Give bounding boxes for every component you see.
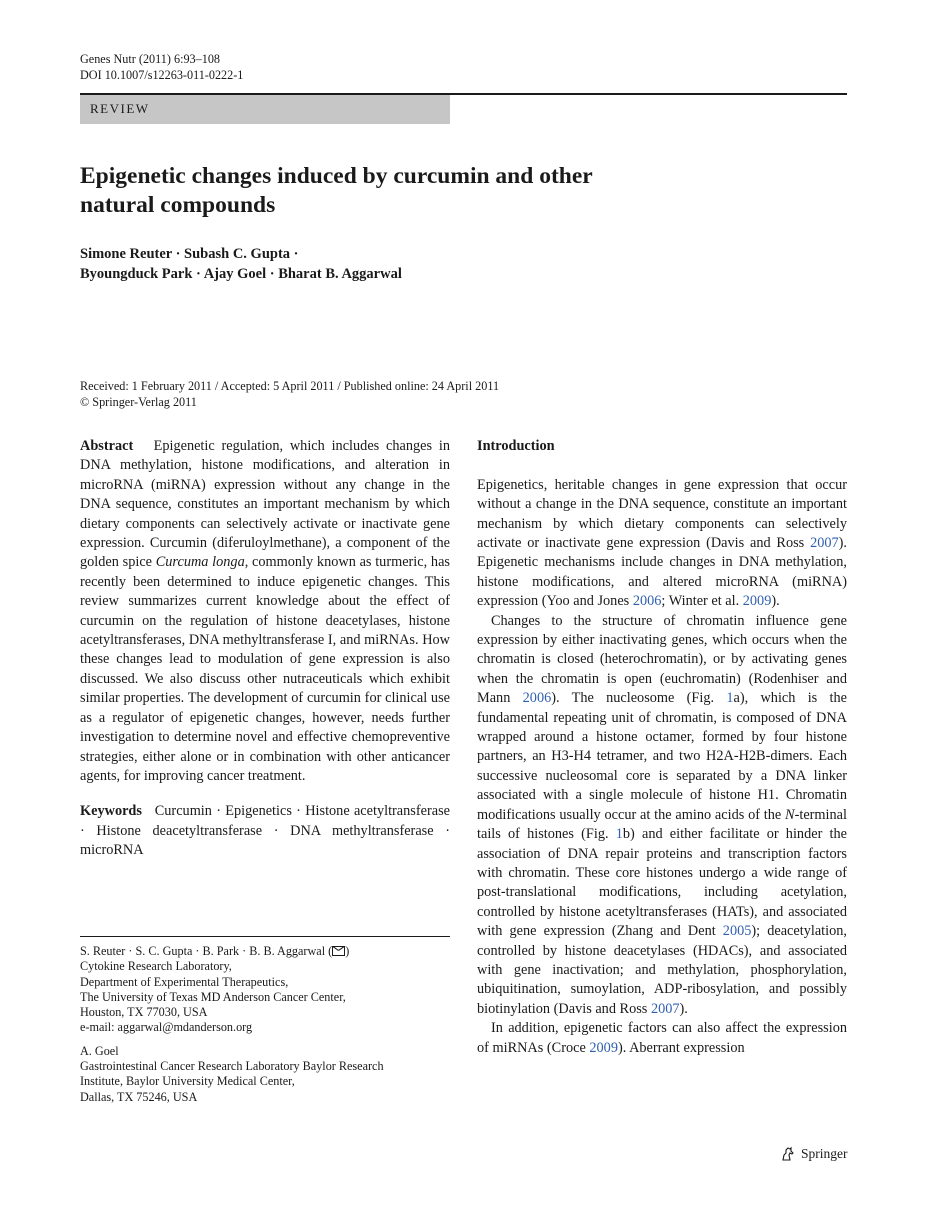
affiliation-rule	[80, 936, 450, 937]
affiliation-authors	[80, 944, 450, 959]
publisher-logo	[780, 1145, 848, 1163]
copyright: © Springer-Verlag 2011	[80, 395, 197, 409]
keywords-heading: Keywords	[80, 803, 142, 820]
affiliation-university: The University of Texas MD Anderson Cancer Center,	[80, 989, 346, 1004]
abstract-heading: Abstract	[80, 438, 134, 454]
intro-p2-text-a: Changes to the structure of chromatin influence gene expression by either inactivating genes, which occurs when the chromatin is closed (heterochromatin), or by activating genes when the chromatin is open (euchromatin) (Rodenhiser and Mann	[477, 612, 847, 707]
affiliations	[80, 944, 450, 1105]
intro-p2-text-g: ).	[679, 1000, 688, 1017]
citation-link[interactable]: 2007	[650, 1000, 680, 1017]
publication-dates	[80, 378, 680, 410]
author-list	[80, 244, 580, 284]
intro-p3-text-a: In addition, epigenetic factors can also affect the expression of miRNAs (Croce	[477, 1020, 847, 1056]
intro-p1-text-d: ).	[771, 593, 780, 610]
corresponding-email[interactable]: e-mail: aggarwal@mdanderson.org	[80, 1020, 253, 1035]
section-band	[80, 95, 450, 124]
intro-p2-text-d: -terminal tails of histones (Fig.	[477, 806, 847, 843]
introduction-heading: Introduction	[477, 438, 555, 454]
title-line-2: natural compounds	[80, 192, 276, 218]
figure-link[interactable]: 1	[615, 826, 623, 843]
intro-paragraph-3	[477, 1019, 847, 1058]
citation-link[interactable]: 2005	[722, 923, 752, 940]
citation-link[interactable]: 2009	[742, 593, 772, 610]
publisher-name: Springer	[801, 1146, 848, 1161]
abstract	[80, 437, 450, 786]
affiliation-goel-institute: Institute, Baylor University Medical Center,	[80, 1074, 295, 1089]
intro-p3-text-b: ). Aberrant expression	[617, 1039, 745, 1056]
intro-p1-text-a: Epigenetics, heritable changes in gene expression that occur without a change in the DNA sequence, constitute an important mechanism by which dietary components can selectively activate or inactivate gene expression (Davis and Ross	[477, 476, 847, 552]
keywords-text: Curcumin · Epigenetics · Histone acetyltransferase · Histone deacetyltransferase · DNA methyltransferase · microRNA	[80, 803, 450, 859]
affiliation-goel: A. Goel	[80, 1043, 119, 1058]
article-title	[80, 162, 700, 220]
authors-line-2: Byoungduck Park · Ajay Goel · Bharat B. Aggarwal	[80, 266, 402, 282]
doi[interactable]: DOI 10.1007/s12263-011-0222-1	[80, 68, 244, 82]
affiliation-lab: Cytokine Research Laboratory,	[80, 959, 232, 974]
keywords	[80, 802, 450, 860]
affiliation-goel-lab: Gastrointestinal Cancer Research Laboratory Baylor Research	[80, 1059, 384, 1074]
title-line-1: Epigenetic changes induced by curcumin and other	[80, 163, 593, 189]
journal-issue: Genes Nutr (2011) 6:93–108	[80, 52, 221, 66]
affiliation-city: Houston, TX 77030, USA	[80, 1005, 208, 1020]
abstract-species: Curcuma longa	[155, 554, 245, 571]
abstract-text-b: , commonly known as turmeric, has recently been determined to induce epigenetic changes. This review summarizes current knowledge about the effect of curcumin on the regulation of histone deacetylases, histone acetyltransferases, DNA methyltransferase I, and miRNAs. How these changes lead to modulation of gene expression is also discussed. We also discuss other nutraceuticals which exhibit similar properties. The development of curcumin for clinical use as a regulator of epigenetic changes, however, needs further investigation to determine novel and effective chemopreventive strategies, either alone or in combination with other anticancer agents, for improving cancer treatment.	[80, 554, 450, 784]
introduction-column	[477, 437, 847, 1058]
citation-link[interactable]: 2006	[522, 690, 552, 707]
citation-link[interactable]: 2007	[810, 535, 839, 552]
affiliation-department: Department of Experimental Therapeutics,	[80, 974, 289, 989]
intro-p2-text-c: a), which is the fundamental repeating unit of chromatin, is composed of DNA wrapped around a histone octamer, formed by four histone partners, an H3-H4 tetramer, and two H2A-H2B-dimers. Each successive nucleosomal core is separated by a DNA linker associated with a single molecule of histone H1. Chromatin modifications usually occur at the amino acids of the	[477, 690, 847, 823]
citation-link[interactable]: 2009	[589, 1039, 618, 1056]
intro-paragraph-2	[477, 612, 847, 1020]
intro-p2-text-e: b) and either facilitate or hinder the association of DNA repair proteins and transcription factors with chromatin. These core histones undergo a wide range of post-translational modifications, including acetylation, controlled by histone acetyltransferases (HATs), and associated with gene expression (Zhang and Dent	[477, 826, 847, 940]
springer-horse-icon	[780, 1146, 796, 1162]
intro-p2-text-f: ); deacetylation, controlled by histone deacetylases (HDACs), and associated with gene inactivation; and methylation, phosphorylation, ubiquitination, sumoylation, ADP-ribosylation, and possibly biotinylation (Davis and Ross	[477, 923, 847, 1017]
affiliation-authors-text: S. Reuter · S. C. Gupta · B. Park · B. B. Aggarwal (	[80, 944, 333, 958]
section-label: REVIEW	[90, 101, 150, 116]
intro-p2-italic: N	[785, 806, 795, 823]
intro-p2-text-b: ). The nucleosome (Fig.	[551, 690, 727, 707]
intro-p1-text-b: ). Epigenetic mechanisms include changes in DNA methylation, histone modifications, and altered microRNA (miRNA) expression (Yoo and Jones	[477, 535, 847, 610]
authors-line-1: Simone Reuter · Subash C. Gupta ·	[80, 246, 299, 262]
affiliation-goel-city: Dallas, TX 75246, USA	[80, 1089, 198, 1104]
affiliation-authors-end: )	[345, 944, 350, 958]
received-accepted-published: Received: 1 February 2011 / Accepted: 5 April 2011 / Published online: 24 April 2011	[80, 379, 500, 393]
figure-link[interactable]: 1	[726, 690, 734, 707]
citation-link[interactable]: 2006	[632, 593, 662, 610]
intro-paragraph-1	[477, 476, 847, 612]
intro-p1-text-c: ; Winter et al.	[661, 593, 743, 610]
abstract-text-a: Epigenetic regulation, which includes changes in DNA methylation, histone modifications, and alteration in microRNA (miRNA) expression without any change in the DNA sequence, constitutes an important mechanism by which dietary components can selectively activate or inactivate gene expression. Curcumin (diferuloylmethane), a component of the golden spice	[80, 438, 450, 571]
abstract-column	[80, 437, 450, 861]
journal-citation	[80, 51, 480, 83]
envelope-icon	[332, 946, 345, 956]
